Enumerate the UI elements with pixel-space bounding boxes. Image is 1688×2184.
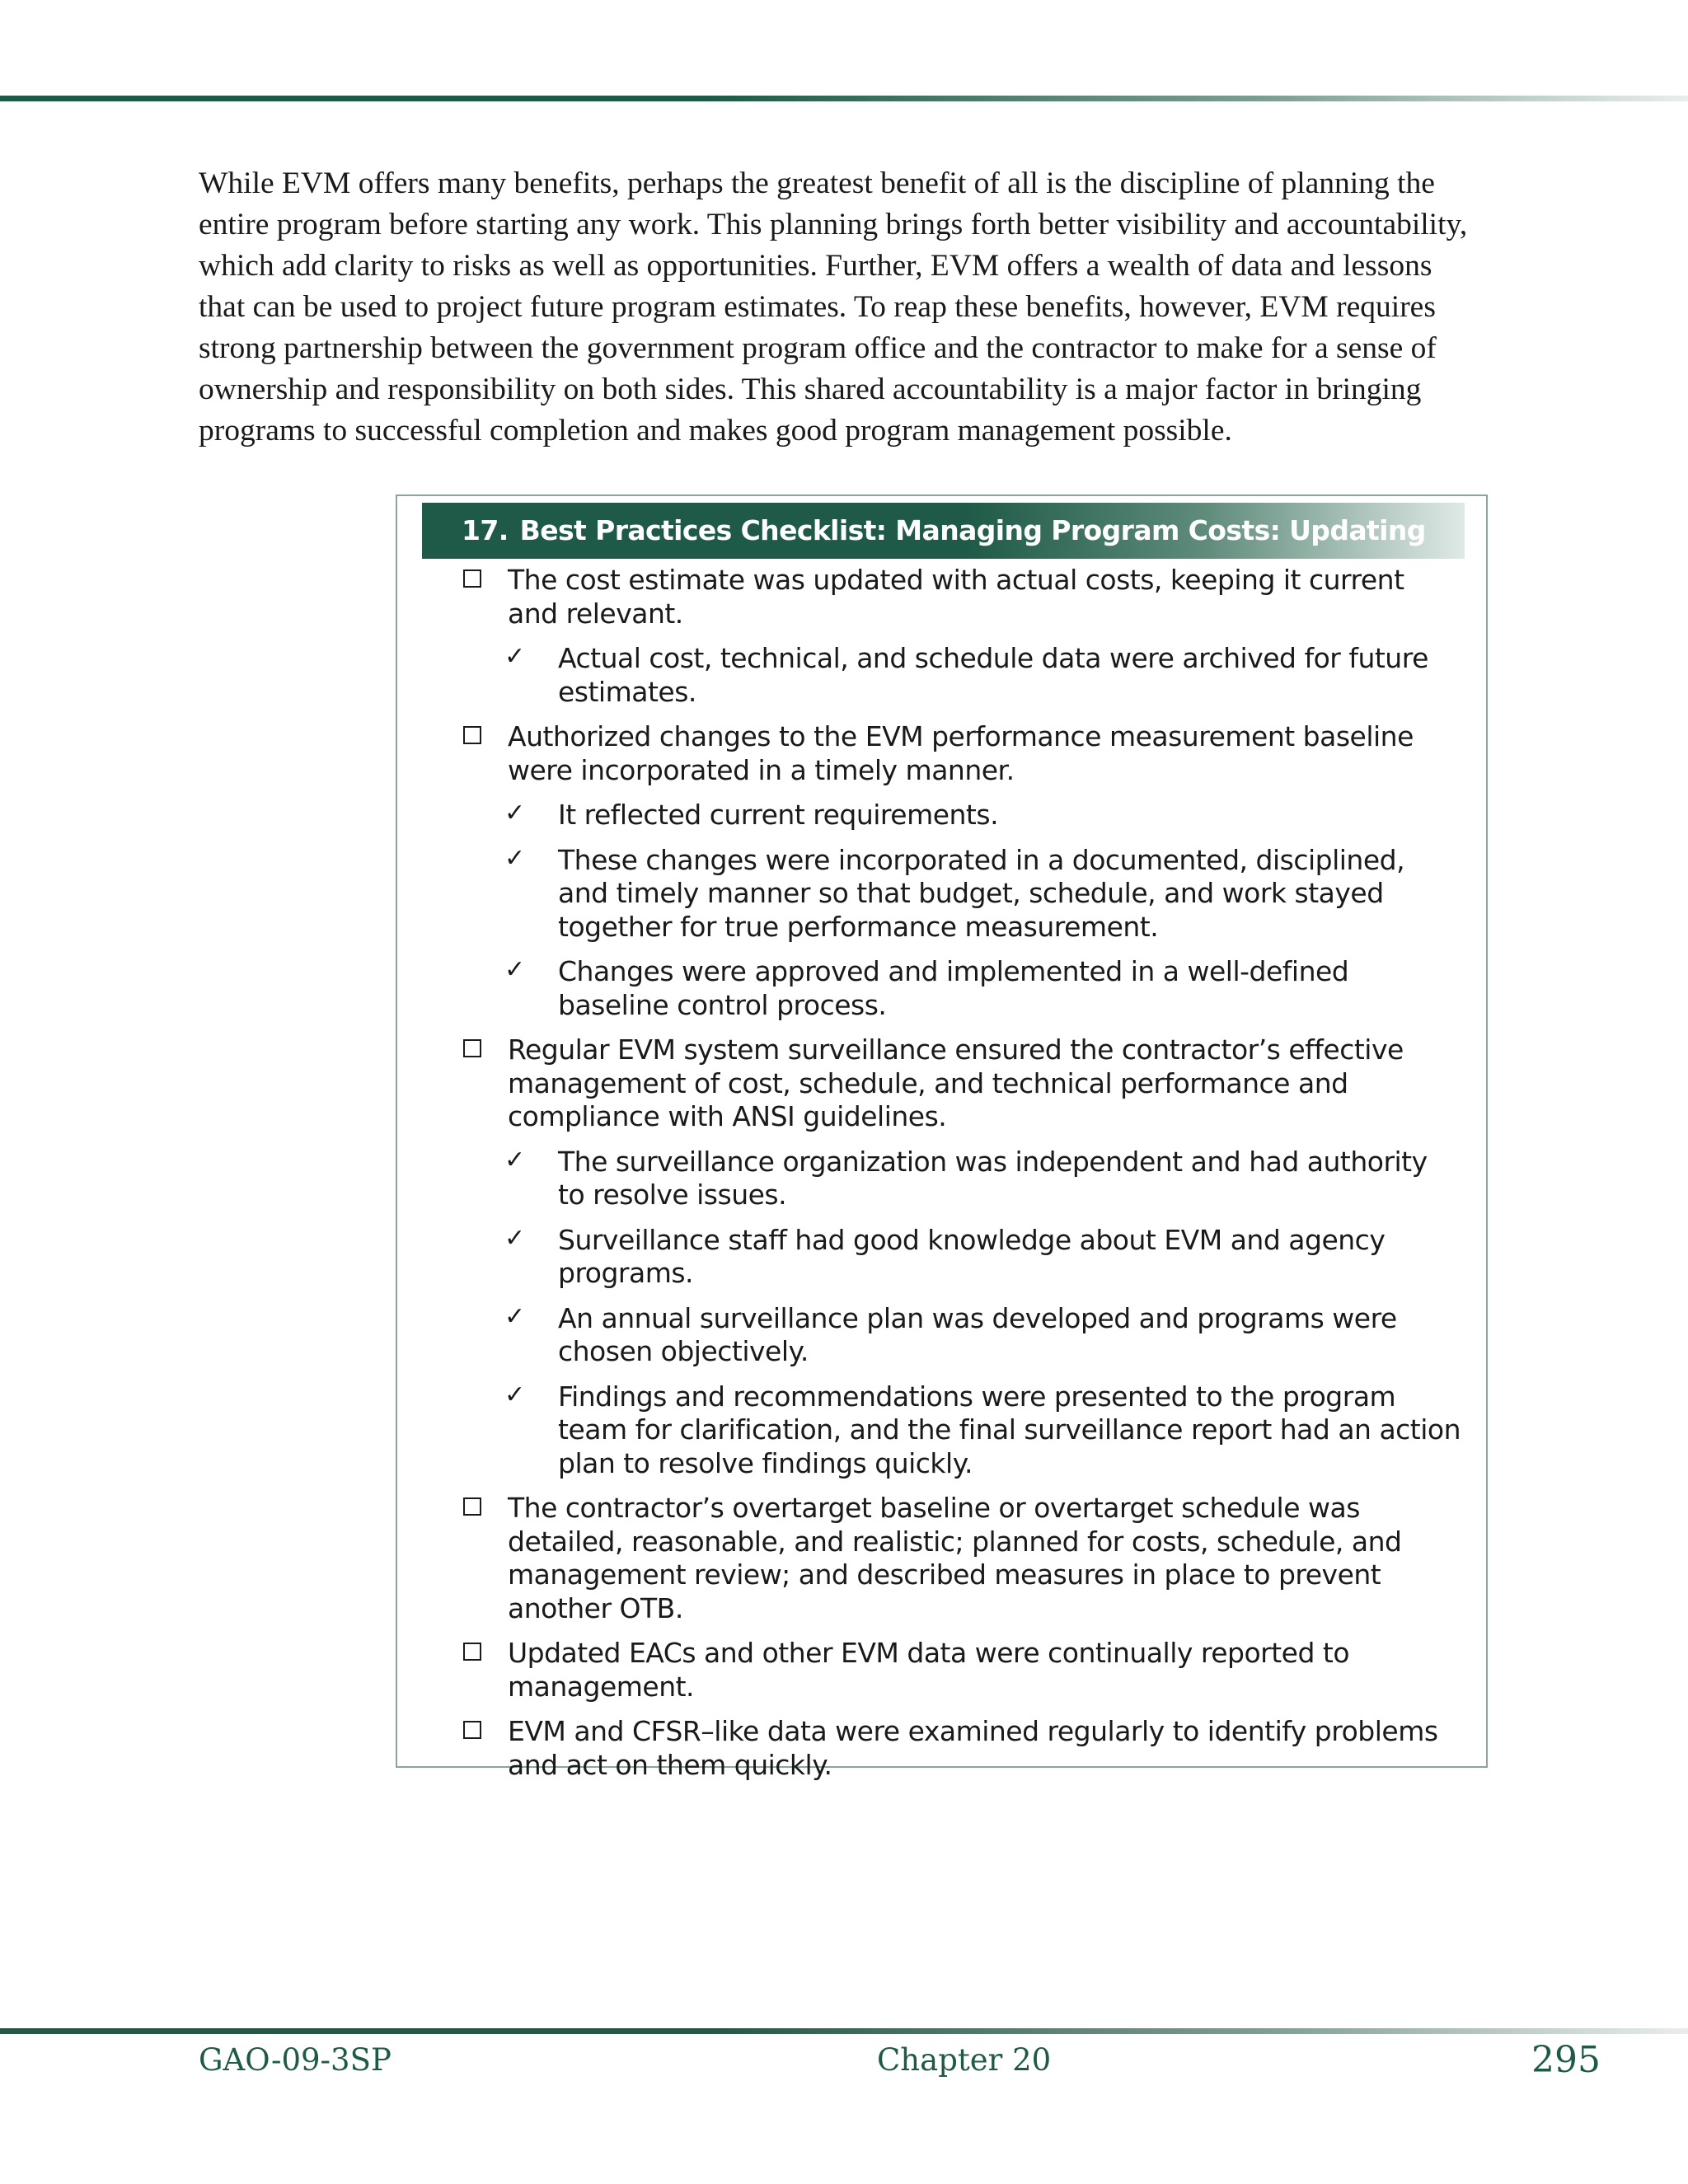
checklist-item-text: Authorized changes to the EVM performance measurement baseline were incorporated in a timely manner. bbox=[508, 720, 1414, 786]
checkbox-icon[interactable] bbox=[463, 569, 481, 588]
checklist-subitem bbox=[397, 799, 1486, 832]
checklist-subitem bbox=[397, 955, 1486, 1022]
checklist-subitem-text: These changes were incorporated in a documented, disciplined, and timely manner so that budget, schedule, and work stayed together for true performance measurement. bbox=[558, 843, 1405, 943]
checklist-item bbox=[397, 564, 1486, 630]
checklist-item-text: Updated EACs and other EVM data were continually reported to management. bbox=[508, 1637, 1350, 1703]
footer-chapter: Chapter 20 bbox=[877, 2042, 1052, 2078]
checklist-items bbox=[397, 564, 1486, 1782]
checklist-item-text: The cost estimate was updated with actual costs, keeping it current and relevant. bbox=[508, 564, 1404, 630]
checklist-subitem bbox=[397, 844, 1486, 944]
checkmark-icon: ✓ bbox=[504, 642, 525, 671]
checklist-subitem-text: Surveillance staff had good knowledge about EVM and agency programs. bbox=[558, 1223, 1386, 1289]
checklist-number: 17. bbox=[462, 514, 509, 546]
checkmark-icon: ✓ bbox=[504, 843, 525, 873]
checklist-item-text: Regular EVM system surveillance ensured the contractor’s effective management of cost, schedule, and technical performance and compliance with ANSI guidelines. bbox=[508, 1033, 1404, 1132]
checkbox-icon[interactable] bbox=[463, 1039, 481, 1057]
checklist-subitem-text: Changes were approved and implemented in a well-defined baseline control process. bbox=[558, 955, 1349, 1021]
checklist-subitem-text: The surveillance organization was independent and had authority to resolve issues. bbox=[558, 1145, 1428, 1211]
intro-paragraph: While EVM offers many benefits, perhaps the greatest benefit of all is the discipline of planning the entire program before starting any work. This planning brings forth better visibility and accountability, which add clarity to risks as well as opportunities. Further, EVM offers a wealth of data and lessons that can be used to project future program estimates. To reap these benefits, however, EVM requires strong partnership between the government program office and the contractor to make for a sense of ownership and responsibility on both sides. This shared accountability is a major factor in bringing programs to successful completion and makes good program management possible. bbox=[199, 166, 1468, 448]
checkmark-icon: ✓ bbox=[504, 1223, 525, 1253]
checkmark-icon: ✓ bbox=[504, 1301, 525, 1331]
checklist-subitem-text: It reflected current requirements. bbox=[558, 799, 999, 831]
checkmark-icon: ✓ bbox=[504, 955, 525, 984]
checklist-item bbox=[397, 1033, 1486, 1134]
checkbox-icon[interactable] bbox=[463, 726, 481, 744]
checklist-title: Best Practices Checklist: Managing Program Costs: Updating bbox=[519, 514, 1426, 546]
checklist-subitem bbox=[397, 1380, 1486, 1481]
checklist-item-text: EVM and CFSR–like data were examined regularly to identify problems and act on them quickly. bbox=[508, 1715, 1438, 1781]
checkmark-icon: ✓ bbox=[504, 799, 525, 827]
checklist-item bbox=[397, 1637, 1486, 1704]
checklist-subitem-text: Findings and recommendations were presented to the program team for clarification, and the final surveillance report had an action plan to resolve findings quickly. bbox=[558, 1380, 1461, 1479]
footer-page-number: 295 bbox=[1531, 2039, 1601, 2081]
checklist-subitem-text: Actual cost, technical, and schedule data were archived for future estimates. bbox=[558, 642, 1428, 708]
checkbox-icon[interactable] bbox=[463, 1497, 481, 1516]
checklist-subitem bbox=[397, 1146, 1486, 1212]
checklist-item-text: The contractor’s overtarget baseline or overtarget schedule was detailed, reasonable, and realistic; planned for costs, schedule, and management review; and described measures in place to prevent another OTB. bbox=[508, 1492, 1402, 1624]
checklist-header bbox=[422, 503, 1465, 559]
checkbox-icon[interactable] bbox=[463, 1721, 481, 1739]
checklist-item bbox=[397, 1492, 1486, 1625]
top-rule bbox=[0, 96, 1688, 101]
checklist-subitem bbox=[397, 1302, 1486, 1369]
checklist-subitem-text: An annual surveillance plan was developed and programs were chosen objectively. bbox=[558, 1301, 1397, 1367]
checkbox-icon[interactable] bbox=[463, 1643, 481, 1661]
checklist-subitem bbox=[397, 1224, 1486, 1291]
checklist-item bbox=[397, 720, 1486, 787]
checkmark-icon: ✓ bbox=[504, 1380, 525, 1409]
checklist-item bbox=[397, 1715, 1486, 1782]
checkmark-icon: ✓ bbox=[504, 1145, 525, 1174]
bottom-rule bbox=[0, 2028, 1688, 2034]
footer-report-id: GAO-09-3SP bbox=[199, 2042, 392, 2078]
checklist-subitem bbox=[397, 642, 1486, 709]
checklist-box bbox=[396, 494, 1488, 1781]
